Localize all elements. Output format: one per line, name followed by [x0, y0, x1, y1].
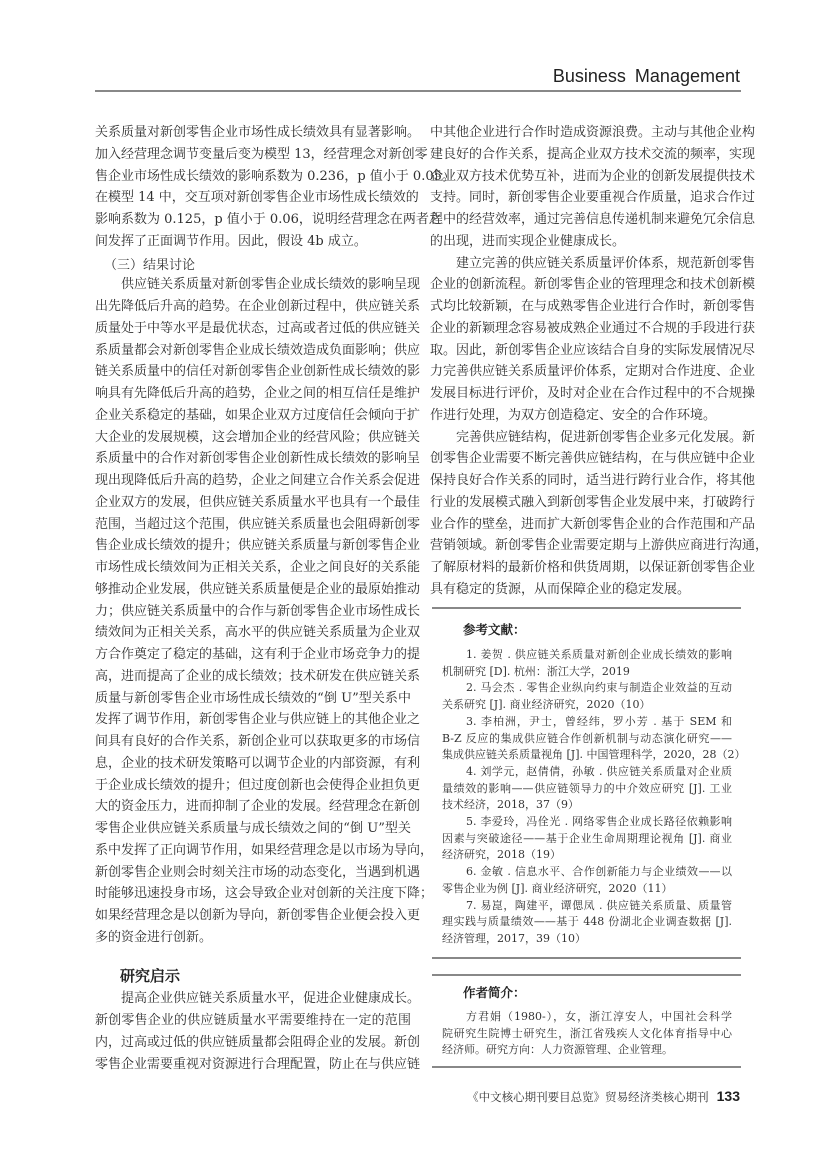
paragraph-line: 程中的经营效率，通过完善信息传递机制来避免冗余信息: [430, 212, 756, 227]
subsection-heading: （三）结果讨论: [104, 258, 196, 273]
paragraph-line: 零售企业需要重视对资源进行合理配置，防止在与供应链: [95, 1057, 421, 1072]
paragraph-line: 市场性成长绩效间为正相关关系，企业之间良好的关系能: [95, 560, 421, 575]
paragraph-line: 范围，当超过这个范围，供应链关系质量也会阻碍新创零: [95, 516, 421, 532]
paragraph-line: 营销领域。新创零售企业需要定期与上游供应商进行沟通，: [430, 538, 769, 554]
paragraph-line: 取。因此，新创零售企业应该结合自身的实际发展情况尽: [430, 342, 756, 358]
reference-line: 2. 马会杰 . 零售企业纵向约束与制造企业效益的互动: [466, 681, 732, 695]
paragraph-line: 内，过高或过低的供应链质量都会阻碍企业的发展。新创: [95, 1035, 421, 1050]
paragraph-line: 了解原材料的最新价格和供货周期，以保证新创零售企业: [430, 560, 756, 575]
reference-line: 3. 李柏洲，尹士，曾经纬，罗小芳 . 基于 SEM 和: [466, 714, 732, 728]
paragraph-line: 发展目标进行评价，及时对企业在合作过程中的不合规操: [430, 386, 756, 401]
reference-line: 技术经济，2018，37（9）: [442, 798, 579, 812]
paragraph-line: 售企业成长绩效的提升；供应链关系质量与新创零售企业: [95, 538, 421, 554]
paragraph-line: 供应链关系质量对新创零售企业成长绩效的影响呈现: [121, 277, 421, 293]
reference-line: 机制研究 [D]. 杭州：浙江大学，2019: [442, 664, 630, 678]
paragraph-line: 行业的发展模式融入到新创零售企业发展中来，打破跨行: [430, 494, 756, 510]
journal-name: 《中文核心期刊要目总览》贸易经济类核心期刊: [467, 1092, 709, 1104]
paragraph-line: 完善供应链结构，促进新创零售企业多元化发展。新: [456, 429, 756, 445]
paragraph-line: 系中发挥了正向调节作用，如果经营理念是以市场为导向，: [95, 842, 434, 858]
paragraph-line: 间具有良好的合作关系，新创企业可以获取更多的市场信: [95, 734, 421, 749]
paragraph-line: 企业的创新流程。新创零售企业的管理理念和技术创新模: [430, 277, 756, 293]
paragraph-line: 大的资金压力，进而抑制了企业的发展。经营理念在新创: [95, 799, 421, 815]
paragraph-line: 出先降低后升高的趋势。在企业创新过程中，供应链关系: [95, 299, 421, 314]
author-bottom-rule: [432, 1066, 741, 1068]
reference-line: 6. 金敏 . 信息水平、合作创新能力与企业绩效——以: [466, 865, 732, 879]
author-top-rule: [432, 974, 741, 976]
paragraph-line: 提高企业供应链关系质量水平，促进企业健康成长。: [121, 991, 421, 1006]
reference-line: B-Z 反应的集成供应链合作创新机制与动态演化研究——: [442, 731, 732, 745]
paragraph-line: 企业的新颖理念容易被成熟企业通过不合规的手段进行获: [430, 320, 756, 336]
reference-line: 零售企业为例 [J]. 商业经济研究，2020（11）: [442, 881, 673, 895]
paragraph-line: 高，进而提高了企业的成长绩效；技术研发在供应链关系: [95, 668, 421, 684]
paragraph-line: 于企业成长绩效的提升；但过度创新也会使得企业担负更: [95, 777, 421, 793]
paragraph-line: 链关系质量中的信任对新创零售企业创新性成长绩效的影: [95, 364, 421, 380]
paragraph-line: 关系质量对新创零售企业市场性成长绩效具有显著影响。: [95, 125, 421, 140]
paragraph-line: 力；供应链关系质量中的合作与新创零售企业市场性成长: [95, 603, 421, 619]
paragraph-line: 的出现，进而实现企业健康成长。: [430, 233, 626, 249]
paragraph-line: 现出现降低后升高的趋势，企业之间建立合作关系会促进: [95, 473, 421, 488]
paragraph-line: 质量处于中等水平是最优状态，过高或者过低的供应链关: [95, 320, 421, 336]
paragraph-line: 业合作的壁垒，进而扩大新创零售企业的合作范围和产品: [430, 516, 756, 532]
page-footer: [467, 1088, 740, 1105]
paragraph-line: 保持良好合作关系的同时，适当进行跨行业合作，将其他: [430, 473, 756, 488]
paragraph-line: 建立完善的供应链关系质量评价体系，规范新创零售: [456, 255, 756, 271]
paragraph-line: 中其他企业进行合作时造成资源浪费。主动与其他企业构: [430, 125, 756, 140]
reference-line: 集成供应链关系质量视角 [J]. 中国管理科学，2020，28（2）: [442, 748, 746, 762]
author-bio-line: 院研究生院博士研究生，浙江省残疾人文化体育指导中心: [442, 1026, 732, 1040]
section-heading-research-implications: 研究启示: [120, 968, 181, 985]
paragraph-line: 售企业市场性成长绩效的影响系数为 0.236，p 值小于 0.05。: [95, 168, 455, 184]
paragraph-line: 新创零售企业的供应链质量水平需要维持在一定的范围: [95, 1013, 411, 1028]
paragraph-line: 影响系数为 0.125，p 值小于 0.06，说明经营理念在两者之: [95, 212, 442, 227]
paragraph-line: 多的资金进行创新。: [95, 929, 213, 945]
reference-line: 因素与突破途径——基于企业生命周期理论视角 [J]. 商业: [442, 831, 732, 845]
paragraph-line: 支持。同时，新创零售企业要重视合作质量，追求合作过: [430, 190, 756, 206]
paragraph-line: 系质量都会对新创零售企业成长绩效造成负面影响；供应: [95, 342, 421, 358]
paragraph-line: 息，企业的技术研发策略可以调节企业的内部资源，有利: [95, 755, 421, 771]
paragraph-line: 企业双方技术优势互补，进而为企业的创新发展提供技术: [430, 168, 756, 184]
author-bio-line: 方君娟（1980-），女，浙江淳安人，中国社会科学: [466, 1010, 732, 1023]
references-top-rule: [432, 607, 741, 609]
paragraph-line: 够推动企业发展，供应链关系质量便是企业的最原始推动: [95, 581, 421, 597]
reference-line: 经济管理，2017，39（10）: [442, 931, 586, 945]
author-bio-line: 经济师。研究方向：人力资源管理、企业管理。: [442, 1043, 673, 1057]
paragraph-line: 间发挥了正面调节作用。因此，假设 4b 成立。: [95, 233, 367, 249]
paragraph-line: 新创零售企业则会时刻关注市场的动态变化，当遇到机遇: [95, 864, 421, 880]
reference-line: 1. 姜贺 . 供应链关系质量对新创企业成长绩效的影响: [466, 648, 732, 661]
reference-line: 关系研究 [J]. 商业经济研究，2020（10）: [442, 698, 651, 712]
paragraph-line: 如果经营理念是以创新为导向，新创零售企业便会投入更: [95, 908, 421, 923]
paragraph-line: 建良好的合作关系，提高企业双方技术交流的频率，实现: [430, 146, 756, 162]
references-heading: 参考文献：: [463, 623, 526, 637]
paragraph-line: 在模型 14 中，交互项对新创零售企业市场性成长绩效的: [95, 190, 419, 206]
references-bottom-rule: [432, 957, 741, 959]
paragraph-line: 绩效间为正相关关系，高水平的供应链关系质量为企业双: [95, 625, 421, 641]
reference-line: 7. 易崑，陶建平，谭偲凤 . 供应链关系质量、质量管: [466, 898, 732, 912]
paragraph-line: 发挥了调节作用，新创零售企业与供应链上的其他企业之: [95, 712, 421, 728]
paragraph-line: 企业双方的发展，但供应链关系质量水平也具有一个最佳: [95, 494, 421, 510]
paragraph-line: 作进行处理，为双方创造稳定、安全的合作环境。: [430, 407, 717, 423]
paragraph-line: 方合作奠定了稳定的基础，这有利于企业市场竞争力的提: [95, 647, 421, 662]
paragraph-line: 零售企业供应链关系质量与成长绩效之间的“倒 U”型关: [95, 821, 411, 836]
header-rule: [95, 90, 741, 92]
paragraph-line: 企业关系稳定的基础，如果企业双方过度信任会倾向于扩: [95, 407, 421, 423]
paragraph-line: 响具有先降低后升高的趋势，企业之间的相互信任是维护: [95, 386, 421, 401]
author-heading: 作者简介：: [463, 986, 526, 1000]
reference-line: 理实践与质量绩效——基于 448 份湖北企业调查数据 [J].: [442, 915, 732, 929]
paragraph-line: 质量与新创零售企业市场性成长绩效的“倒 U”型关系中: [95, 690, 411, 706]
paragraph-line: 系质量中的合作对新创零售企业创新性成长绩效的影响呈: [95, 451, 421, 467]
reference-line: 4. 刘学元，赵倩倩，孙敏 . 供应链关系质量对企业质: [466, 764, 732, 778]
paragraph-line: 式均比较新颖，在与成熟零售企业进行合作时，新创零售: [430, 299, 756, 314]
page-number: 133: [716, 1088, 740, 1104]
section-header: Business Management: [552, 66, 740, 86]
reference-line: 5. 李爱玲，冯佺光 . 网络零售企业成长路径依赖影响: [466, 815, 732, 828]
paragraph-line: 力完善供应链关系质量评价体系，定期对合作进度、企业: [430, 364, 756, 380]
paragraph-line: 加入经营理念调节变量后变为模型 13，经营理念对新创零: [95, 146, 428, 162]
reference-line: 量绩效的影响——供应链领导力的中介效应研究 [J]. 工业: [442, 781, 732, 795]
paragraph-line: 大企业的发展规模，这会增加企业的经营风险；供应链关: [95, 429, 421, 445]
paragraph-line: 创零售企业需要不断完善供应链结构，在与供应链中企业: [430, 451, 756, 467]
paragraph-line: 具有稳定的货源，从而保障企业的稳定发展。: [430, 581, 691, 597]
reference-line: 经济研究，2018（19）: [442, 848, 561, 862]
paragraph-line: 时能够迅速投身市场，这会导致企业对创新的关注度下降；: [95, 886, 434, 902]
